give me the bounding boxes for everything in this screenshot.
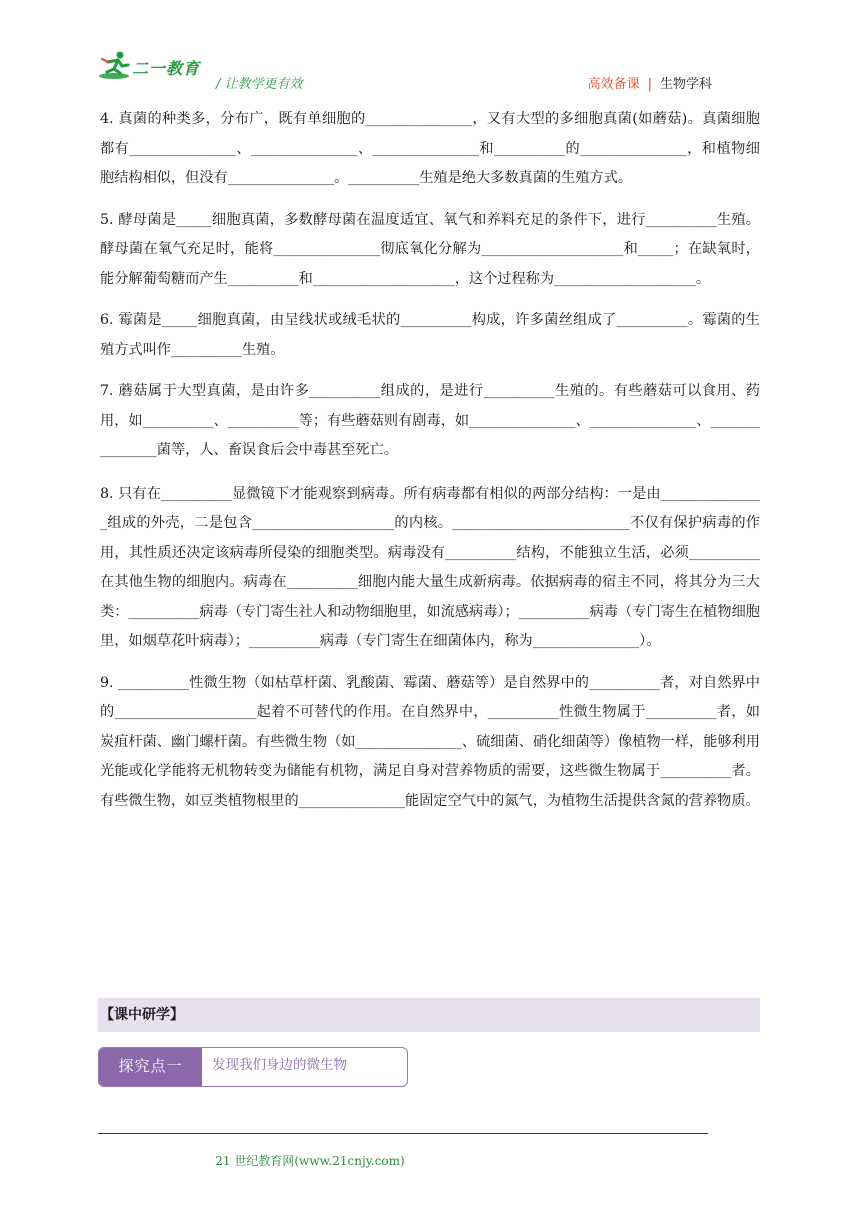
runner-logo-icon	[98, 50, 132, 80]
explore-point-title: 发现我们身边的微生物	[212, 1057, 347, 1073]
footer-divider	[98, 1133, 708, 1134]
slogan: / 让教学更有效	[216, 77, 303, 92]
question-paragraph: 9. __________性微生物（如枯草杆菌、乳酸菌、霉菌、蘑菇等）是自然界中的__________者，对自然界中的____________________起着不可替代的作用。在自然界中，__________性微生物属于__________者，如炭疽杆菌、幽门螺杆菌。有些微生物（如_______________、硫细菌、硝化细菌等）像植物一样，能够利用光能或化学能将无机物转变为储能有机物，满足自身对营养物质的需要，这些微生物属于__________者。有些微生物，如豆类植物根里的_______________能固定空气中的氮气，为植物生活提供含氮的营养物质。	[100, 674, 760, 809]
header-separator: |	[647, 77, 652, 92]
logo-text: 二一教育	[132, 59, 201, 78]
header-subject-info	[588, 73, 712, 92]
brand-logo	[98, 50, 208, 80]
page-header	[98, 44, 760, 102]
footer-text: 21 世纪教育网(www.21cnjy.com)	[215, 1154, 405, 1168]
question-paragraph: 4. 真菌的种类多，分布广，既有单细胞的_______________，又有大型的多细胞真菌(如蘑菇)。真菌细胞都有_______________、_______________、_______________和__________的_______________，和植物细胞结构相似，但没有_______________。__________生殖是绝大多数真菌的生殖方式。	[100, 111, 760, 186]
question-paragraph: 7. 蘑菇属于大型真菌，是由许多__________组成的，是进行__________生殖的。有些蘑菇可以食用、药用，如__________、__________等；有些蘑菇则有剧毒，如_______________、_______________、_______________菌等，人、畜误食后会中毒甚至死亡。	[100, 383, 760, 458]
explore-point-tag: 探究点一	[99, 1048, 202, 1086]
section-heading: 【课中研学】	[98, 998, 760, 1032]
header-subject: 生物学科	[659, 77, 712, 92]
question-paragraph: 6. 霉菌是_____细胞真菌，由呈线状或绒毛状的__________构成，许多菌丝组成了__________。霉菌的生殖方式叫作__________生殖。	[100, 312, 760, 358]
explore-point-box	[98, 1047, 408, 1087]
question-paragraph: 5. 酵母菌是_____细胞真菌，多数酵母菌在温度适宜、氧气和养料充足的条件下，进行__________生殖。酵母菌在氧气充足时，能将_______________彻底氧化分解为____________________和_____；在缺氧时，能分解葡萄糖而产生__________和____________________，这个过程称为____________________。	[100, 211, 760, 287]
document-body	[100, 105, 760, 828]
header-tag: 高效备课	[587, 77, 640, 92]
question-paragraph: 8. 只有在__________显微镜下才能观察到病毒。所有病毒都有相似的两部分结构：一是由_______________组成的外壳，二是包含____________________的内核。_________________________不仅有保护病毒的作用，其性质还决定该病毒所侵染的细胞类型。病毒没有__________结构，不能独立生活，必须__________在其他生物的细胞内。病毒在__________细胞内能大量生成新病毒。依据病毒的宿主不同，将其分为三大类：__________病毒（专门寄生社人和动物细胞里，如流感病毒）；__________病毒（专门寄生在植物细胞里，如烟草花叶病毒）；__________病毒（专门寄生在细菌体内，称为_______________）。	[100, 485, 760, 649]
